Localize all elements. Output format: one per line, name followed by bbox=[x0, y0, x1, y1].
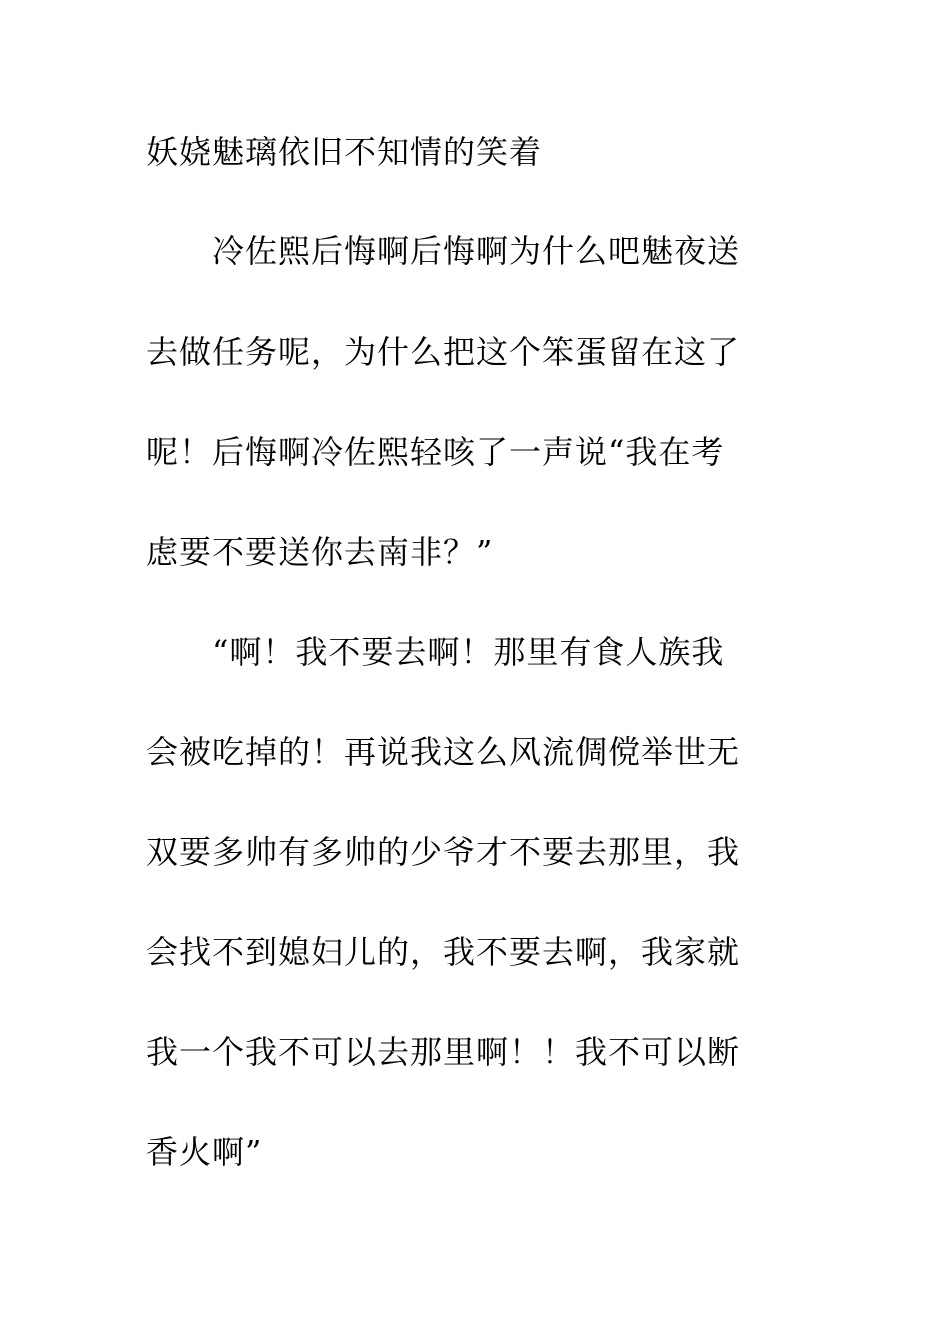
text-line-8: 双要多帅有多帅的少爷才不要去那里，我 bbox=[146, 833, 741, 871]
text-line-7: 会被吃掉的！再说我这么风流倜傥举世无 bbox=[146, 733, 741, 771]
text-line-5: 虑要不要送你去南非？” bbox=[146, 533, 494, 571]
text-line-4: 呢！后悔啊冷佐熙轻咳了一声说“我在考 bbox=[146, 433, 725, 471]
text-line-10: 我一个我不可以去那里啊！！我不可以断 bbox=[146, 1033, 741, 1071]
text-line-9: 会找不到媳妇儿的，我不要去啊，我家就 bbox=[146, 933, 741, 971]
text-line-11: 香火啊” bbox=[146, 1133, 263, 1171]
text-line-1: 妖娆魅璃依旧不知情的笑着 bbox=[146, 133, 543, 171]
text-line-6: “啊！我不要去啊！那里有食人族我 bbox=[212, 633, 725, 671]
text-line-2: 冷佐熙后悔啊后悔啊为什么吧魅夜送 bbox=[212, 232, 741, 270]
text-line-3: 去做任务呢，为什么把这个笨蛋留在这了 bbox=[146, 333, 741, 371]
